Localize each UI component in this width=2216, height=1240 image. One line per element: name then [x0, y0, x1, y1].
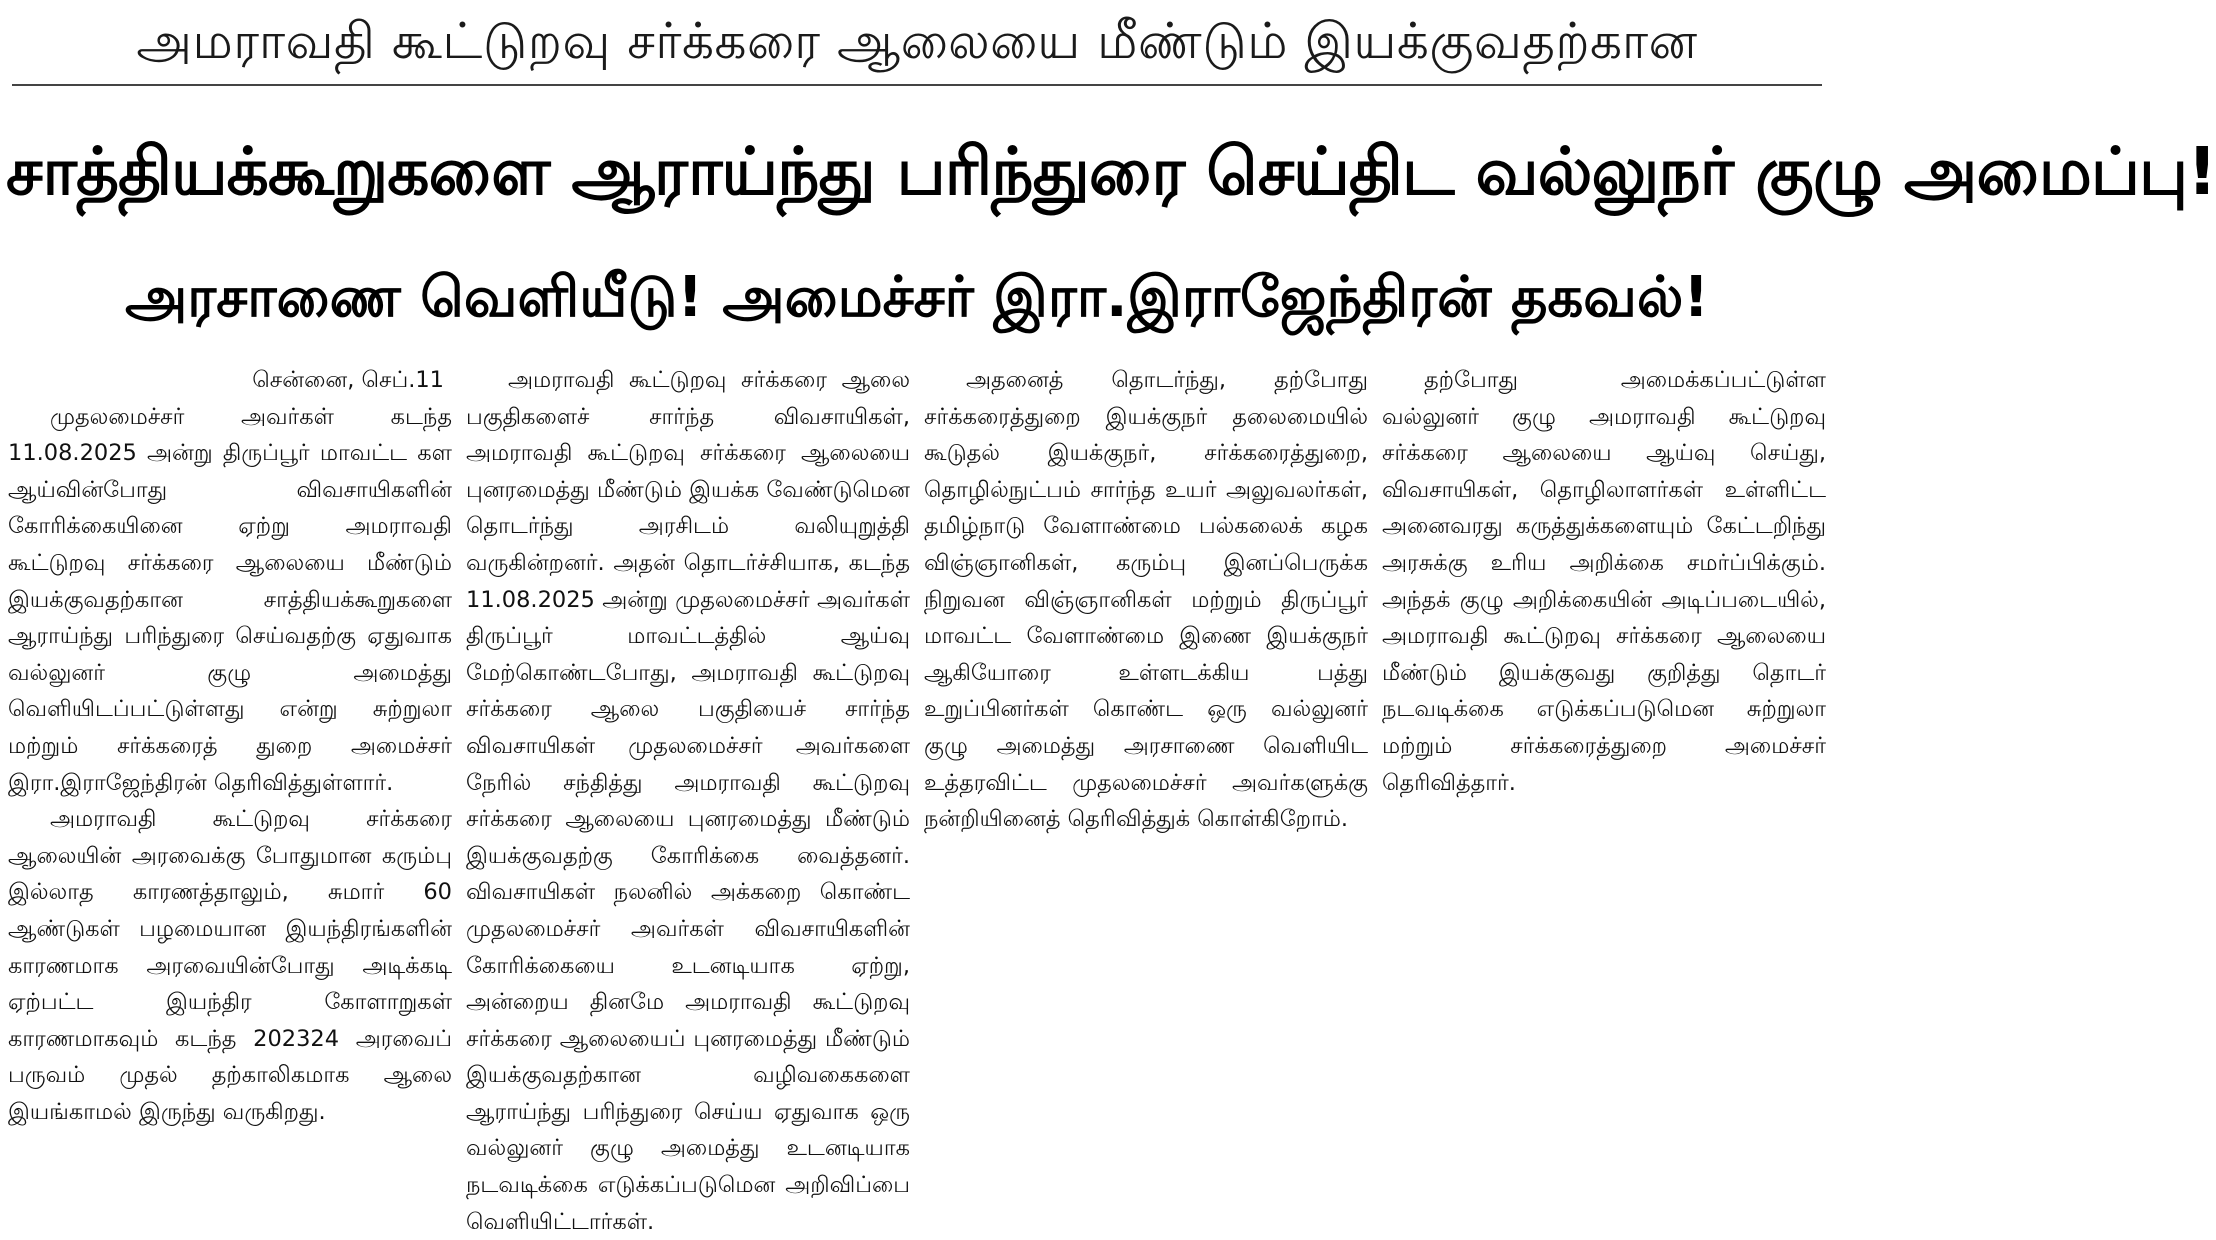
- column-2: [466, 362, 910, 1235]
- paragraph: அதனைத் தொடர்ந்து, தற்போது சர்க்கரைத்துறை இயக்குநர் தலைமையில் கூடுதல் இயக்குநர், சர்க்கரைத்துறை, தொழில்நுட்பம் சார்ந்த உயர் அலுவலர்கள், தமிழ்நாடு வேளாண்மை பல்கலைக் கழக விஞ்ஞானிகள், கரும்பு இனப்பெருக்க நிறுவன விஞ்ஞானிகள் மற்றும் திருப்பூர் மாவட்ட வேளாண்மை இணை இயக்குநர் ஆகியோரை உள்ளடக்கிய பத்து உறுப்பினர்கள் கொண்ட ஒரு வல்லுனர் குழு அமைத்து அரசாணை வெளியிட உத்தரவிட்ட முதலமைச்சர் அவர்களுக்கு நன்றியினைத் தெரிவித்துக் கொள்கிறோம்.: [924, 367, 1368, 833]
- paragraph: முதலமைச்சர் அவர்கள் கடந்த 11.08.2025 அன்று திருப்பூர் மாவட்ட கள ஆய்வின்போது விவசாயிகளின் கோரிக்கையினை ஏற்று அமராவதி கூட்டுறவு சர்க்கரை ஆலையை மீண்டும் இயக்குவதற்கான சாத்தியக்கூறுகளை ஆராய்ந்து பரிந்துரை செய்வதற்கு ஏதுவாக வல்லுனர் குழு அமைத்து வெளியிடப்பட்டுள்ளது என்று சுற்றுலா மற்றும் சர்க்கரைத் துறை அமைச்சர் இரா.இராஜேந்திரன் தெரிவித்துள்ளார்.: [8, 403, 452, 796]
- main-headline: சாத்தியக்கூறுகளை ஆராய்ந்து பரிந்துரை செய்திட வல்லுநர் குழு அமைப்பு!: [6, 133, 2216, 210]
- column-1: [8, 362, 452, 1154]
- paragraph: அமராவதி கூட்டுறவு சர்க்கரை ஆலையின் அரவைக்கு போதுமான கரும்பு இல்லாத காரணத்தாலும், சுமார் 60 ஆண்டுகள் பழமையான இயந்திரங்களின் காரணமாக அரவையின்போது அடிக்கடி ஏற்பட்ட இயந்திர கோளாறுகள் காரணமாகவும் கடந்த 202324 அரவைப் பருவம் முதல் தற்காலிகமாக ஆலை இயங்காமல் இருந்து வருகிறது.: [8, 806, 452, 1125]
- divider-rule: [12, 84, 1822, 86]
- column-4: [1382, 362, 1826, 1154]
- kicker-headline: அமராவதி கூட்டுறவு சர்க்கரை ஆலையை மீண்டும் இயக்குவதற்கான: [136, 12, 1698, 70]
- sub-headline: அரசாணை வெளியீடு! அமைச்சர் இரா.இராஜேந்திரன் தகவல்!: [125, 265, 1709, 330]
- paragraph: அமராவதி கூட்டுறவு சர்க்கரை ஆலை பகுதிகளைச் சார்ந்த விவசாயிகள், அமராவதி கூட்டுறவு சர்க்கரை ஆலையை புனரமைத்து மீண்டும் இயக்க வேண்டுமென தொடர்ந்து அரசிடம் வலியுறுத்தி வருகின்றனர். அதன் தொடர்ச்சியாக, கடந்த 11.08.2025 அன்று முதலமைச்சர் அவர்கள் திருப்பூர் மாவட்டத்தில் ஆய்வு மேற்கொண்டபோது, அமராவதி கூட்டுறவு சர்க்கரை ஆலை பகுதியைச் சார்ந்த விவசாயிகள் முதலமைச்சர் அவர்களை நேரில் சந்தித்து அமராவதி கூட்டுறவு சர்க்கரை ஆலையை புனரமைத்து மீண்டும் இயக்குவதற்கு கோரிக்கை வைத்தனர். விவசாயிகள் நலனில் அக்கறை கொண்ட முதலமைச்சர் அவர்கள் விவசாயிகளின் கோரிக்கையை உடனடியாக ஏற்று, அன்றைய தினமே அமராவதி கூட்டுறவு சர்க்கரை ஆலையைப் புனரமைத்து மீண்டும் இயக்குவதற்கான வழிவகைகளை ஆராய்ந்து பரிந்துரை செய்ய ஏதுவாக ஒரு வல்லுனர் குழு அமைத்து உடனடியாக நடவடிக்கை எடுக்கப்படுமென அறிவிப்பை வெளியிட்டார்கள்.: [466, 367, 910, 1235]
- column-3: [924, 362, 1368, 1154]
- paragraph: தற்போது அமைக்கப்பட்டுள்ள வல்லுனர் குழு அமராவதி கூட்டுறவு சர்க்கரை ஆலையை ஆய்வு செய்து, விவசாயிகள், தொழிலாளர்கள் உள்ளிட்ட அனைவரது கருத்துக்களையும் கேட்டறிந்து அரசுக்கு உரிய அறிக்கை சமர்ப்பிக்கும். அந்தக் குழு அறிக்கையின் அடிப்படையில், அமராவதி கூட்டுறவு சர்க்கரை ஆலையை மீண்டும் இயக்குவது குறித்து தொடர் நடவடிக்கை எடுக்கப்படுமென சுற்றுலா மற்றும் சர்க்கரைத்துறை அமைச்சர் தெரிவித்தார்.: [1382, 367, 1826, 796]
- dateline: சென்னை, செப்.11: [252, 367, 444, 393]
- article-body: [8, 362, 1826, 1235]
